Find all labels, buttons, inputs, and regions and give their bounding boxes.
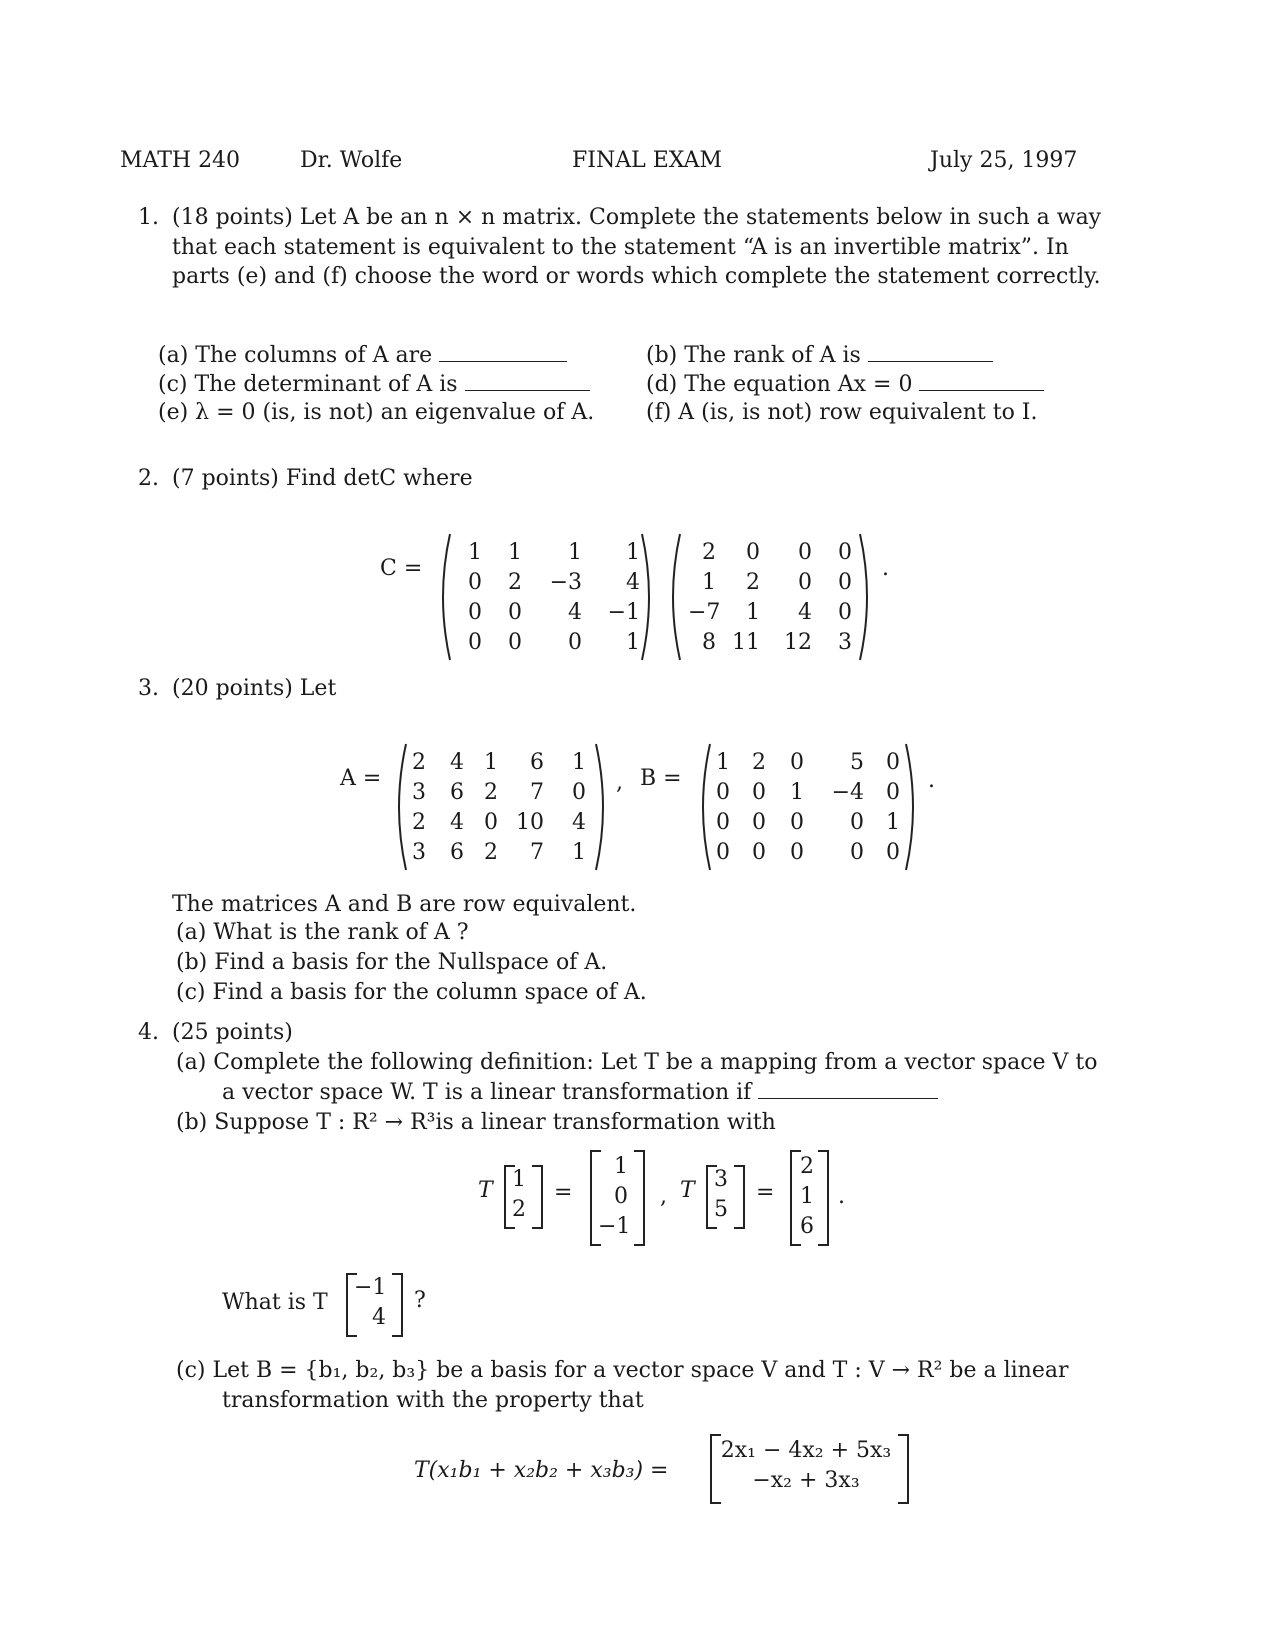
q4-w2-cell: 2 xyxy=(800,1154,814,1179)
q3-b-cell: 1 xyxy=(886,810,900,835)
q1-part-e: (e) λ = 0 (is, is not) an eigenvalue of A. xyxy=(158,400,595,425)
q2-text: (7 points) Find detC where xyxy=(172,466,473,491)
q2-m2-cell: 0 xyxy=(838,600,852,625)
q3-text: (20 points) Let xyxy=(172,676,337,701)
q4-vector-w2 xyxy=(794,1152,818,1242)
q4-v1-cell: 1 xyxy=(512,1167,526,1192)
q2-m2-cell: 2 xyxy=(746,570,760,595)
q3-lhs-b: B = xyxy=(640,766,682,791)
q4-v2-right-bracket xyxy=(734,1165,745,1229)
q3-matrix-b xyxy=(706,748,904,868)
q4-c-right-bracket xyxy=(898,1434,909,1504)
q3-comma: , xyxy=(616,770,623,795)
q3-a-cell: 6 xyxy=(450,840,464,865)
q2-m2-cell: 0 xyxy=(798,570,812,595)
q2-matrix-1 xyxy=(452,538,644,658)
q2-m1-cell: −1 xyxy=(607,600,640,625)
q3-b-cell: 0 xyxy=(850,810,864,835)
q1-part-f: (f) A (is, is not) row equivalent to I. xyxy=(646,400,1038,425)
q3-a-cell: 7 xyxy=(530,780,544,805)
q4-vector-v1 xyxy=(508,1165,526,1225)
q2-m2-cell: 4 xyxy=(798,600,812,625)
q2-m1-cell: 0 xyxy=(508,630,522,655)
q4-comma: , xyxy=(660,1184,667,1209)
q1-intro-line1: (18 points) Let A be an n × n matrix. Complete the statements below in such a way xyxy=(172,205,1102,230)
q1-part-b: (b) The rank of A is xyxy=(646,343,993,368)
q3-b-cell: 0 xyxy=(886,750,900,775)
q4-text: (25 points) xyxy=(172,1020,293,1045)
q2-m2-cell: 1 xyxy=(746,600,760,625)
q3-b-cell: 0 xyxy=(752,780,766,805)
q2-m2-cell: 1 xyxy=(702,570,716,595)
q2-period: . xyxy=(882,556,889,581)
q2-m2-cell: 2 xyxy=(702,540,716,565)
q3-b-right-paren xyxy=(904,742,922,872)
q3-b-cell: 2 xyxy=(752,750,766,775)
q3-b-cell: 0 xyxy=(850,840,864,865)
q4-part-a-line1: (a) Complete the following definition: Let T be a mapping from a vector space V to xyxy=(176,1050,1098,1075)
q4-part-a-line2: a vector space W. T is a linear transformation if xyxy=(222,1080,938,1105)
q4-part-c-line1: (c) Let B = {b₁, b₂, b₃} be a basis for a vector space V and T : V → R² be a linear xyxy=(176,1358,1069,1383)
q3-a-cell: 0 xyxy=(572,780,586,805)
q2-lhs: C = xyxy=(380,556,423,581)
q2-m2-cell: 3 xyxy=(838,630,852,655)
q2-m2-cell: 12 xyxy=(784,630,812,655)
q4-question-mark: ? xyxy=(414,1288,426,1313)
q1-part-a: (a) The columns of A are xyxy=(158,343,567,368)
q4-part-b-line1: (b) Suppose T : R² → R³is a linear transformation with xyxy=(176,1110,776,1135)
q4-w2-cell: 1 xyxy=(800,1184,814,1209)
q3-part-b: (b) Find a basis for the Nullspace of A. xyxy=(176,950,608,975)
q3-a-cell: 4 xyxy=(450,810,464,835)
q3-b-cell: 0 xyxy=(790,810,804,835)
q4-v2-cell: 3 xyxy=(714,1167,728,1192)
q2-number: 2. xyxy=(138,466,159,491)
q3-b-cell: 0 xyxy=(716,840,730,865)
q4-t-label-2: T xyxy=(680,1178,695,1203)
q4-w1-cell: 1 xyxy=(614,1154,628,1179)
q4-v3-right-bracket xyxy=(392,1273,403,1337)
q2-m2-cell: 0 xyxy=(838,540,852,565)
q4-period: . xyxy=(838,1184,845,1209)
q2-m1-cell: 1 xyxy=(508,540,522,565)
q3-a-cell: 4 xyxy=(572,810,586,835)
q3-a-cell: 10 xyxy=(516,810,544,835)
q4-w1-cell: 0 xyxy=(614,1184,628,1209)
q3-matrix-a xyxy=(404,748,590,868)
q3-a-cell: 1 xyxy=(572,840,586,865)
q4-what-is: What is T xyxy=(222,1290,328,1315)
q3-statement: The matrices A and B are row equivalent. xyxy=(172,892,637,917)
q3-b-cell: 0 xyxy=(716,780,730,805)
q4-v2-cell: 5 xyxy=(714,1197,728,1222)
q3-a-cell: 2 xyxy=(412,810,426,835)
q4-equals-2: = xyxy=(756,1180,775,1205)
q1-b-blank[interactable] xyxy=(868,360,993,362)
q3-a-cell: 4 xyxy=(450,750,464,775)
q2-m1-cell: 0 xyxy=(508,600,522,625)
q2-m1-left-paren xyxy=(434,532,452,662)
q2-m2-cell: 0 xyxy=(798,540,812,565)
q3-b-cell: 5 xyxy=(850,750,864,775)
q2-m1-cell: 0 xyxy=(468,630,482,655)
q3-period: . xyxy=(928,768,935,793)
q3-a-cell: 3 xyxy=(412,780,426,805)
q3-b-cell: 0 xyxy=(886,780,900,805)
q4-c-rhs-vector xyxy=(716,1436,896,1496)
q4-c-rhs-cell: 2x₁ − 4x₂ + 5x₃ xyxy=(720,1438,892,1463)
q2-m2-cell: 8 xyxy=(702,630,716,655)
q2-m1-cell: −3 xyxy=(549,570,582,595)
q4-part-c-line2: transformation with the property that xyxy=(222,1388,644,1413)
q2-m1-cell: 0 xyxy=(568,630,582,655)
instructor-label: Dr. Wolfe xyxy=(300,148,403,173)
q1-part-d: (d) The equation Ax = 0 xyxy=(646,372,1044,397)
q3-part-c: (c) Find a basis for the column space of A. xyxy=(176,980,647,1005)
q4-vector-v2 xyxy=(710,1165,728,1225)
q3-a-cell: 3 xyxy=(412,840,426,865)
q3-b-cell: 1 xyxy=(790,780,804,805)
q2-m1-cell: 4 xyxy=(626,570,640,595)
q3-a-right-paren xyxy=(594,742,612,872)
q4-v1-right-bracket xyxy=(532,1165,543,1229)
q2-m1-right-paren xyxy=(640,532,658,662)
q3-b-cell: 0 xyxy=(752,840,766,865)
q2-m1-cell: 0 xyxy=(468,600,482,625)
q1-part-c: (c) The determinant of A is xyxy=(158,372,590,397)
q3-b-cell: 0 xyxy=(790,750,804,775)
q2-m1-cell: 1 xyxy=(568,540,582,565)
q2-m2-right-paren xyxy=(858,532,876,662)
q4-equals-1: = xyxy=(554,1180,573,1205)
q3-a-cell: 0 xyxy=(484,810,498,835)
q2-m2-cell: −7 xyxy=(688,600,721,625)
q3-b-cell: 0 xyxy=(752,810,766,835)
q1-intro-line2: that each statement is equivalent to the statement “A is an invertible matrix”. In xyxy=(172,235,1069,260)
q4-w1-right-bracket xyxy=(634,1150,645,1246)
q2-m2-cell: 0 xyxy=(838,570,852,595)
q4-v3-cell: −1 xyxy=(354,1275,387,1300)
q4-w2-right-bracket xyxy=(818,1150,829,1246)
q3-a-cell: 6 xyxy=(530,750,544,775)
q3-b-cell: 0 xyxy=(790,840,804,865)
q1-number: 1. xyxy=(138,205,159,230)
q3-a-cell: 2 xyxy=(484,780,498,805)
q4-number: 4. xyxy=(138,1020,159,1045)
q4-v1-cell: 2 xyxy=(512,1197,526,1222)
q3-a-cell: 1 xyxy=(484,750,498,775)
q1-intro-line3: parts (e) and (f) choose the word or words which complete the statement correctly. xyxy=(172,264,1101,289)
q4-c-lhs: T(x₁b₁ + x₂b₂ + x₃b₃) = xyxy=(414,1458,669,1483)
q1-d-blank[interactable] xyxy=(919,389,1044,391)
q4-vector-v3 xyxy=(350,1273,390,1333)
q2-m2-left-paren xyxy=(664,532,682,662)
q3-part-a: (a) What is the rank of A ? xyxy=(176,920,469,945)
q2-matrix-2 xyxy=(684,538,856,658)
q2-m1-cell: 2 xyxy=(508,570,522,595)
q3-b-cell: 0 xyxy=(886,840,900,865)
q3-a-cell: 6 xyxy=(450,780,464,805)
q4-a-blank[interactable] xyxy=(758,1097,938,1099)
q3-b-cell: −4 xyxy=(831,780,864,805)
q1-c-blank[interactable] xyxy=(465,389,590,391)
q3-number: 3. xyxy=(138,676,159,701)
q2-m2-cell: 11 xyxy=(732,630,760,655)
exam-title: FINAL EXAM xyxy=(572,148,723,173)
q4-w2-cell: 6 xyxy=(800,1214,814,1239)
q3-b-cell: 0 xyxy=(716,810,730,835)
q4-vector-w1 xyxy=(594,1152,632,1242)
q3-a-cell: 2 xyxy=(484,840,498,865)
q4-v3-cell: 4 xyxy=(372,1305,386,1330)
course-label: MATH 240 xyxy=(120,148,241,173)
q3-b-cell: 1 xyxy=(716,750,730,775)
q3-lhs-a: A = xyxy=(340,766,382,791)
q3-a-cell: 2 xyxy=(412,750,426,775)
q4-c-rhs-cell: −x₂ + 3x₃ xyxy=(752,1468,860,1493)
q2-m1-cell: 1 xyxy=(626,540,640,565)
q4-t-label-1: T xyxy=(478,1178,493,1203)
q1-a-blank[interactable] xyxy=(439,360,567,362)
q2-m1-cell: 1 xyxy=(468,540,482,565)
q2-m1-cell: 0 xyxy=(468,570,482,595)
exam-date: July 25, 1997 xyxy=(930,148,1078,173)
q3-a-cell: 7 xyxy=(530,840,544,865)
q3-a-cell: 1 xyxy=(572,750,586,775)
q2-m1-cell: 1 xyxy=(626,630,640,655)
q2-m1-cell: 4 xyxy=(568,600,582,625)
q4-w1-cell: −1 xyxy=(598,1214,631,1239)
q2-m2-cell: 0 xyxy=(746,540,760,565)
